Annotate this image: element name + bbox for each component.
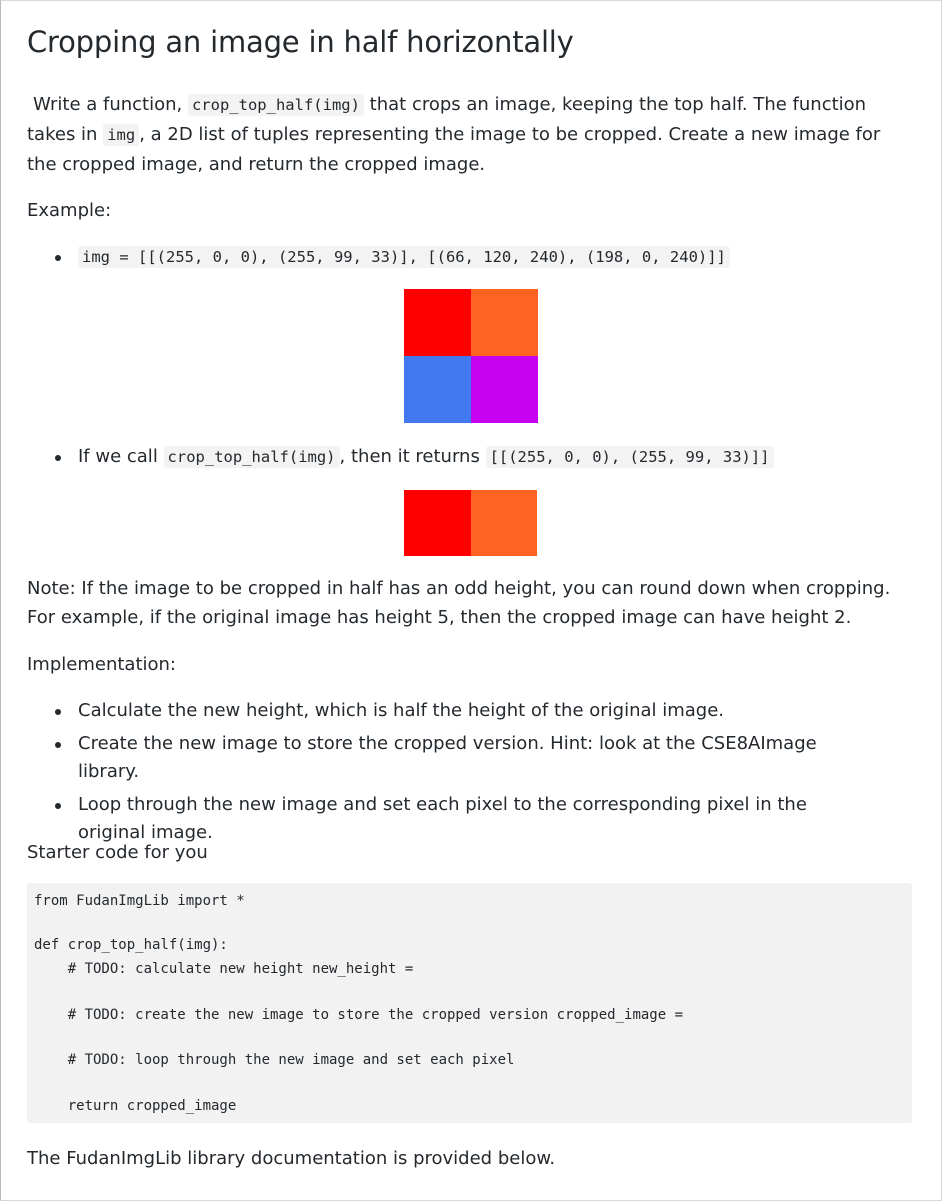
pixel-0-0 <box>404 289 471 356</box>
pixel-0-1 <box>471 289 538 356</box>
starter-label: Starter code for you <box>27 842 208 863</box>
example-label: Example: <box>27 200 112 221</box>
implementation-item: Loop through the new image and set each pixel to the corresponding pixel in the original image. <box>55 791 855 847</box>
example-list-1 <box>55 243 730 271</box>
note-paragraph: Note: If the image to be cropped in half has an odd height, you can round down when cropping. For example, if the original image has height 5, then the cropped image can have height 2. <box>27 578 891 628</box>
example-item-img <box>55 243 730 271</box>
implementation-item: Calculate the new height, which is half the height of the original image. <box>55 697 855 725</box>
implementation-list <box>55 697 855 847</box>
code-line: # TODO: loop through the new image and set each pixel <box>34 1052 515 1068</box>
code-line: return cropped_image <box>34 1098 237 1114</box>
example-result-text-1: If we call <box>78 446 164 467</box>
example-img-code: img = [[(255, 0, 0), (255, 99, 33)], [(66, 120, 240), (198, 0, 240)]] <box>78 246 730 268</box>
example-list-2 <box>55 443 774 471</box>
code-line: # TODO: create the new image to store the cropped version cropped_image = <box>34 1007 684 1023</box>
intro-text-1: Write a function, <box>33 94 188 115</box>
example-call-code: crop_top_half(img) <box>164 446 340 468</box>
page-title: Cropping an image in half horizontally <box>27 25 574 59</box>
cropped-pixel-0-1 <box>471 490 537 556</box>
pixel-1-1 <box>471 356 538 423</box>
code-line: # TODO: calculate new height new_height = <box>34 961 414 977</box>
starter-code-block <box>27 883 912 1123</box>
implementation-label: Implementation: <box>27 654 176 675</box>
implementation-item: Create the new image to store the cropped version. Hint: look at the CSE8AImage library. <box>55 730 855 786</box>
example-item-result <box>55 443 774 471</box>
intro-text-2: that crops an image, keeping the top half. The function takes in <box>27 94 867 145</box>
example-result-text-2: , then it returns <box>339 446 486 467</box>
example-return-code: [[(255, 0, 0), (255, 99, 33)]] <box>486 446 774 468</box>
img-param-code: img <box>103 124 139 146</box>
intro-paragraph <box>27 90 912 179</box>
function-name-code: crop_top_half(img) <box>188 94 364 116</box>
code-line: def crop_top_half(img): <box>34 937 228 953</box>
code-line: from FudanImgLib import * <box>34 893 245 909</box>
footer-paragraph: The FudanImgLib library documentation is provided below. <box>27 1148 556 1169</box>
cropped-pixel-0-0 <box>404 490 471 556</box>
pixel-1-0 <box>404 356 471 423</box>
intro-text-3: , a 2D list of tuples representing the image to be cropped. Create a new image for the cropped image, and return the cropped image. <box>27 124 881 175</box>
